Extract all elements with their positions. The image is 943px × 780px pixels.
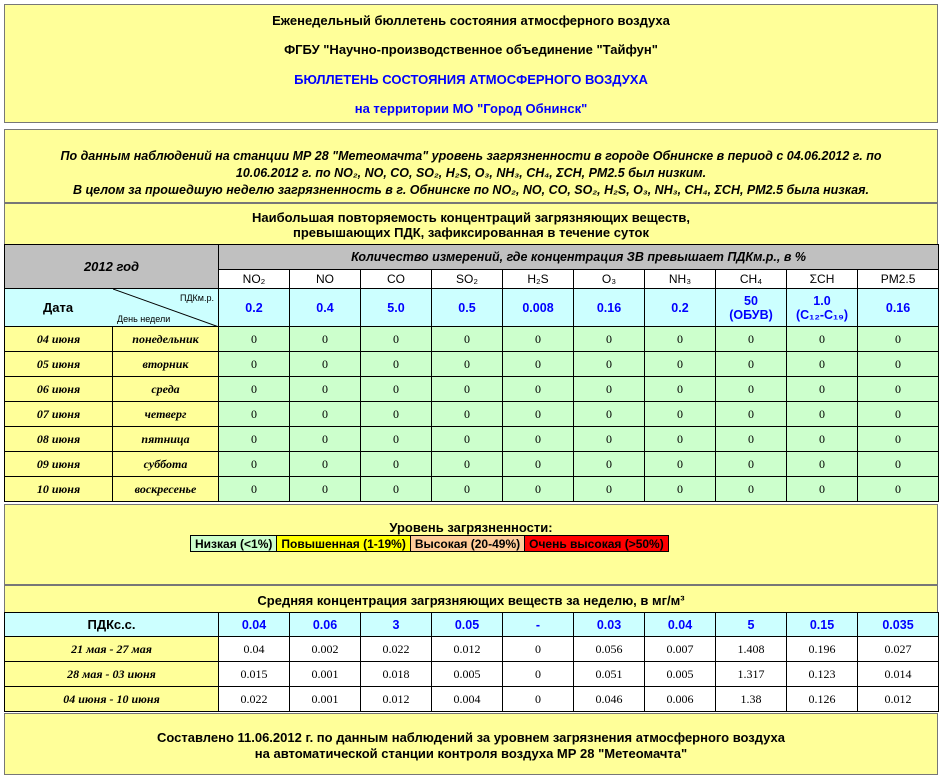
exceed-title-band — [4, 203, 938, 245]
value-cell: 0 — [716, 377, 787, 402]
pdk-value: 0.16 — [574, 289, 645, 327]
avg-title-text: Средняя концентрация загрязняющих веществ за неделю, в мг/м³ — [257, 593, 685, 608]
table-row — [5, 377, 939, 402]
avg-body — [5, 637, 939, 712]
date-header-cell — [5, 289, 219, 327]
value-cell: 0 — [503, 402, 574, 427]
avg-value-cell: 0.015 — [219, 662, 290, 687]
value-cell: 0 — [503, 327, 574, 352]
value-cell: 0 — [432, 452, 503, 477]
value-cell: 0 — [574, 402, 645, 427]
value-cell: 0 — [787, 327, 858, 352]
legend-table — [190, 535, 669, 552]
avg-pdk-value: 0.06 — [290, 613, 361, 637]
avg-value-cell: 0.196 — [787, 637, 858, 662]
value-cell: 0 — [574, 452, 645, 477]
value-cell: 0 — [645, 402, 716, 427]
table-row — [5, 687, 939, 712]
value-cell: 0 — [361, 327, 432, 352]
avg-value-cell: 0.027 — [858, 637, 939, 662]
avg-value-cell: 0.012 — [858, 687, 939, 712]
table-row — [5, 352, 939, 377]
pdk-value: 5.0 — [361, 289, 432, 327]
avg-value-cell: 1.38 — [716, 687, 787, 712]
pdk-value: 1.0 (C₁₂-C₁₉) — [787, 289, 858, 327]
value-cell: 0 — [858, 427, 939, 452]
avg-value-cell: 0.051 — [574, 662, 645, 687]
period-cell: 21 мая - 27 мая — [5, 637, 219, 662]
avg-value-cell: 0.001 — [290, 687, 361, 712]
pollutant-header: H₂S — [503, 270, 574, 289]
value-cell: 0 — [361, 402, 432, 427]
value-cell: 0 — [858, 352, 939, 377]
pdk-value: 50 (ОБУВ) — [716, 289, 787, 327]
avg-value-cell: 0.002 — [290, 637, 361, 662]
value-cell: 0 — [716, 327, 787, 352]
value-cell: 0 — [361, 352, 432, 377]
value-cell: 0 — [432, 352, 503, 377]
value-cell: 0 — [645, 477, 716, 502]
value-cell: 0 — [858, 327, 939, 352]
pollutant-header: O₃ — [574, 270, 645, 289]
value-cell: 0 — [858, 402, 939, 427]
value-cell: 0 — [219, 402, 290, 427]
avg-value-cell: 0 — [503, 662, 574, 687]
avg-pdk-value: 3 — [361, 613, 432, 637]
value-cell: 0 — [290, 477, 361, 502]
avg-value-cell: 0.022 — [361, 637, 432, 662]
value-cell: 0 — [361, 377, 432, 402]
value-cell: 0 — [432, 377, 503, 402]
measure-caption-text: Количество измерений, где концентрация ЗВ превышает ПДКм.р., в % — [351, 250, 806, 264]
avg-pdk-row — [5, 613, 939, 637]
avg-value-cell: 0.004 — [432, 687, 503, 712]
value-cell: 0 — [716, 352, 787, 377]
date-cell: 08 июня — [5, 427, 113, 452]
summary-line-2: 10.06.2012 г. по NO₂, NO, CO, SO₂, H₂S, O₃, NH₃, CH₄, ΣCH, PM2.5 был низким. — [235, 166, 707, 180]
value-cell: 0 — [361, 427, 432, 452]
avg-value-cell: 0.012 — [432, 637, 503, 662]
table-row — [5, 637, 939, 662]
year-cell: 2012 год — [5, 245, 219, 289]
weekday-cell: воскресенье — [113, 477, 219, 502]
measure-caption — [219, 245, 939, 270]
value-cell: 0 — [574, 477, 645, 502]
period-cell: 28 мая - 03 июня — [5, 662, 219, 687]
weekday-cell: суббота — [113, 452, 219, 477]
pdk-value: 0.2 — [219, 289, 290, 327]
summary-band — [4, 129, 938, 203]
avg-title-band — [4, 585, 938, 613]
pdk-value: 0.008 — [503, 289, 574, 327]
header-line-2: ФГБУ "Научно-производственное объединение "Тайфун" — [284, 42, 658, 57]
avg-value-cell: 0.126 — [787, 687, 858, 712]
footer-line-1: Составлено 11.06.2012 г. по данным наблюдений за уровнем загрязнения атмосферного воздуха — [156, 730, 786, 745]
date-label: Дата — [43, 300, 74, 315]
avg-value-cell: 1.317 — [716, 662, 787, 687]
avg-pdk-value: 0.05 — [432, 613, 503, 637]
header-line-1: Еженедельный бюллетень состояния атмосферного воздуха — [272, 13, 670, 28]
pollutant-header: CH₄ — [716, 270, 787, 289]
avg-pdk-value: 0.03 — [574, 613, 645, 637]
avg-value-cell: 0.014 — [858, 662, 939, 687]
value-cell: 0 — [858, 377, 939, 402]
avg-value-cell: 0.006 — [645, 687, 716, 712]
avg-value-cell: 0.012 — [361, 687, 432, 712]
pollutant-header: CO — [361, 270, 432, 289]
value-cell: 0 — [716, 402, 787, 427]
value-cell: 0 — [858, 452, 939, 477]
exceed-table — [4, 244, 939, 502]
value-cell: 0 — [645, 352, 716, 377]
avg-pdk-value: - — [503, 613, 574, 637]
date-cell: 06 июня — [5, 377, 113, 402]
pdk-value: 0.16 — [858, 289, 939, 327]
legend-row — [191, 536, 669, 552]
value-cell: 0 — [787, 477, 858, 502]
pollutant-header: NO — [290, 270, 361, 289]
value-cell: 0 — [290, 377, 361, 402]
weekday-cell: вторник — [113, 352, 219, 377]
value-cell: 0 — [787, 402, 858, 427]
weekday-cell: среда — [113, 377, 219, 402]
avg-value-cell: 0.04 — [219, 637, 290, 662]
footer-line-2: на автоматической станции контроля воздуха МР 28 "Метеомачта" — [254, 746, 688, 761]
value-cell: 0 — [787, 427, 858, 452]
pollutant-header: NH₃ — [645, 270, 716, 289]
period-cell: 04 июня - 10 июня — [5, 687, 219, 712]
value-cell: 0 — [574, 352, 645, 377]
exceed-title-1: Наибольшая повторяемость концентраций загрязняющих веществ, — [251, 210, 691, 225]
avg-title — [5, 593, 937, 608]
avg-value-cell: 0.001 — [290, 662, 361, 687]
value-cell: 0 — [787, 452, 858, 477]
value-cell: 0 — [219, 452, 290, 477]
value-cell: 0 — [219, 427, 290, 452]
value-cell: 0 — [432, 402, 503, 427]
value-cell: 0 — [503, 427, 574, 452]
legend-item: Очень высокая (>50%) — [525, 536, 669, 552]
value-cell: 0 — [219, 327, 290, 352]
avg-pdk-value: 0.04 — [219, 613, 290, 637]
value-cell: 0 — [219, 377, 290, 402]
value-cell: 0 — [716, 427, 787, 452]
avg-pdk-value: 5 — [716, 613, 787, 637]
legend-item: Повышенная (1-19%) — [277, 536, 410, 552]
value-cell: 0 — [787, 377, 858, 402]
header-line-4: на территории МО "Город Обнинск" — [354, 101, 588, 116]
avg-value-cell: 0.005 — [432, 662, 503, 687]
table-row — [5, 327, 939, 352]
value-cell: 0 — [290, 352, 361, 377]
avg-pdk-label: ПДКс.с. — [5, 613, 219, 637]
value-cell: 0 — [716, 452, 787, 477]
legend-item: Низкая (<1%) — [191, 536, 277, 552]
value-cell: 0 — [574, 327, 645, 352]
date-cell: 09 июня — [5, 452, 113, 477]
value-cell: 0 — [645, 377, 716, 402]
value-cell: 0 — [503, 352, 574, 377]
pdk-mr-label: ПДКм.р. — [179, 293, 214, 303]
date-cell: 07 июня — [5, 402, 113, 427]
bulletin — [4, 4, 938, 775]
pdk-value: 0.5 — [432, 289, 503, 327]
value-cell: 0 — [361, 452, 432, 477]
value-cell: 0 — [716, 477, 787, 502]
date-cell: 10 июня — [5, 477, 113, 502]
pdk-value: 0.4 — [290, 289, 361, 327]
legend-title: Уровень загрязненности: — [389, 520, 553, 535]
header-band — [4, 4, 938, 123]
value-cell: 0 — [290, 452, 361, 477]
avg-value-cell: 0.007 — [645, 637, 716, 662]
pdk-row — [5, 289, 939, 327]
summary-line-1: По данным наблюдений на станции МР 28 "Метеомачта" уровень загрязненности в городе Обнинске в период с 04.06.2012 г. по — [60, 149, 882, 163]
table-row — [5, 427, 939, 452]
footer-band — [4, 713, 938, 775]
avg-pdk-value: 0.035 — [858, 613, 939, 637]
avg-value-cell: 0.046 — [574, 687, 645, 712]
legend-item: Высокая (20-49%) — [410, 536, 524, 552]
table-row — [5, 662, 939, 687]
value-cell: 0 — [503, 477, 574, 502]
table-row — [5, 477, 939, 502]
date-cell: 05 июня — [5, 352, 113, 377]
pdk-value: 0.2 — [645, 289, 716, 327]
summary-line-3: В целом за прошедшую неделю загрязненность в г. Обнинске по NO₂, NO, CO, SO₂, H₂S, O₃, NH₃, CH₄, ΣCH, PM2.5 была низкая. — [73, 183, 869, 197]
exceed-title-2: превышающих ПДК, зафиксированная в течение суток — [293, 225, 649, 240]
table-row — [5, 452, 939, 477]
value-cell: 0 — [432, 477, 503, 502]
pollutant-header: SO₂ — [432, 270, 503, 289]
value-cell: 0 — [361, 477, 432, 502]
avg-table — [4, 612, 939, 712]
date-cell: 04 июня — [5, 327, 113, 352]
pollutant-header: ΣCH — [787, 270, 858, 289]
table-row — [5, 402, 939, 427]
avg-value-cell: 0.005 — [645, 662, 716, 687]
avg-value-cell: 0.056 — [574, 637, 645, 662]
value-cell: 0 — [432, 427, 503, 452]
weekday-cell: понедельник — [113, 327, 219, 352]
value-cell: 0 — [219, 352, 290, 377]
avg-pdk-value: 0.04 — [645, 613, 716, 637]
value-cell: 0 — [574, 377, 645, 402]
value-cell: 0 — [503, 452, 574, 477]
header-line-3: БЮЛЛЕТЕНЬ СОСТОЯНИЯ АТМОСФЕРНОГО ВОЗДУХА — [294, 72, 648, 87]
value-cell: 0 — [858, 477, 939, 502]
value-cell: 0 — [290, 427, 361, 452]
avg-pdk-value: 0.15 — [787, 613, 858, 637]
value-cell: 0 — [645, 452, 716, 477]
avg-value-cell: 0 — [503, 687, 574, 712]
value-cell: 0 — [574, 427, 645, 452]
value-cell: 0 — [503, 377, 574, 402]
value-cell: 0 — [432, 327, 503, 352]
value-cell: 0 — [645, 327, 716, 352]
value-cell: 0 — [219, 477, 290, 502]
avg-value-cell: 0.018 — [361, 662, 432, 687]
weekday-cell: четверг — [113, 402, 219, 427]
value-cell: 0 — [290, 327, 361, 352]
value-cell: 0 — [290, 402, 361, 427]
avg-value-cell: 0.022 — [219, 687, 290, 712]
avg-value-cell: 0.123 — [787, 662, 858, 687]
pollutant-header: NO₂ — [219, 270, 290, 289]
value-cell: 0 — [645, 427, 716, 452]
avg-value-cell: 0 — [503, 637, 574, 662]
weekday-label: День недели — [117, 314, 171, 324]
pollutant-header: PM2.5 — [858, 270, 939, 289]
exceed-body — [5, 327, 939, 502]
value-cell: 0 — [787, 352, 858, 377]
avg-value-cell: 1.408 — [716, 637, 787, 662]
weekday-cell: пятница — [113, 427, 219, 452]
